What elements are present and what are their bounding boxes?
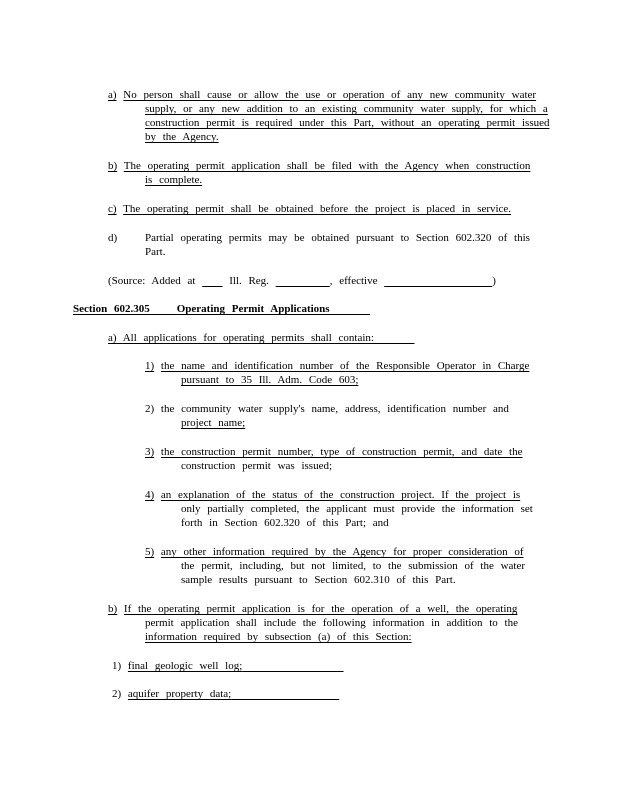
applications-b-line2: permit application shall include the following information in addition to the — [145, 617, 518, 629]
list-item-3-num: 3) — [145, 446, 155, 458]
para-a-text: No person shall cause or allow the use or operation of any new community water — [123, 89, 537, 101]
list-item-2-num: 2) — [145, 403, 155, 415]
well-item-1-num: 1) — [112, 660, 122, 672]
well-item-2-num: 2) — [112, 688, 122, 700]
source-blank-date — [384, 275, 492, 287]
list-item-4-line1 — [145, 488, 520, 502]
applications-b-line1 — [108, 602, 517, 616]
list-item-3-text: the construction permit number, type of construction permit, and date the — [160, 446, 523, 458]
list-item-5-line2: the permit, including, but not limited, to the submission of the water — [181, 560, 526, 572]
list-item-4-line2: only partially completed, the applicant must provide the information set — [181, 503, 533, 515]
para-b-text: The operating permit application shall be filed with the Agency when construction — [123, 160, 531, 172]
source-blank-volume — [202, 275, 222, 287]
list-item-5-num: 5) — [145, 546, 155, 558]
para-a-line1 — [108, 88, 536, 102]
well-item-2-text: aquifer property data; — [127, 688, 232, 700]
list-item-1-num: 1) — [145, 360, 155, 372]
para-b-line1 — [108, 159, 530, 173]
para-d-label: d) — [108, 232, 118, 244]
para-a-line2: supply, or any new addition to an existing community water supply, for which a — [145, 103, 548, 115]
applications-b-text: If the operating permit application is for the operation of a well, the operating — [123, 603, 518, 615]
section-heading — [73, 302, 370, 316]
list-item-3-line2: construction permit was issued; — [181, 460, 333, 472]
applications-a-text: All applications for operating permits shall contain: — [122, 332, 374, 344]
list-item-5-line1 — [145, 545, 523, 559]
list-item-4-line3: forth in Section 602.320 of this Part; and — [181, 517, 389, 529]
list-item-2-text: the community water supply's name, address, identification number and — [160, 403, 509, 415]
list-item-2-line1 — [145, 402, 509, 416]
section-number: Section 602.305 — [73, 303, 150, 315]
para-a-line4: by the Agency. — [145, 131, 219, 143]
para-a-line3: construction permit is required under this Part, without an operating permit issued — [145, 117, 550, 129]
list-item-5-text: any other information required by the Agency for proper consideration of — [160, 546, 524, 558]
list-item-1-line2: pursuant to 35 Ill. Adm. Code 603; — [181, 374, 359, 386]
source-text-1: (Source: Added at — [108, 275, 203, 287]
source-note — [108, 274, 496, 288]
para-b-line2: is complete. — [145, 174, 203, 186]
para-b-label: b) — [108, 160, 118, 172]
list-item-5-line3: sample results pursuant to Section 602.310 of this Part. — [181, 574, 456, 586]
section-title: Operating Permit Applications — [176, 303, 330, 315]
well-item-1-text: final geologic well log; — [127, 660, 243, 672]
applications-a-label: a) — [108, 332, 117, 344]
para-c-line1 — [108, 202, 511, 216]
source-text-3: , effective — [329, 275, 385, 287]
para-d-line2: Part. — [145, 246, 166, 258]
list-item-4-num: 4) — [145, 489, 155, 501]
list-item-1-text: the name and identification number of the Responsible Operator in Charge — [160, 360, 530, 372]
para-d-line1: Partial operating permits may be obtained pursuant to Section 602.320 of this — [145, 232, 530, 244]
para-c-text: The operating permit shall be obtained before the project is placed in service. — [123, 203, 512, 215]
well-item-1 — [112, 659, 344, 673]
source-text-2: Ill. Reg. — [222, 275, 276, 287]
well-item-1-underline-tail — [242, 660, 343, 672]
source-blank-page — [276, 275, 330, 287]
applications-b-line3: information required by subsection (a) of this Section: — [145, 631, 412, 643]
source-text-4: ) — [492, 275, 496, 287]
well-item-2-underline-tail — [231, 688, 339, 700]
applications-b-label: b) — [108, 603, 118, 615]
list-item-2-line2: project name; — [181, 417, 246, 429]
applications-a-line — [108, 331, 414, 345]
list-item-1-line1 — [145, 359, 529, 373]
para-a-label: a) — [108, 89, 117, 101]
well-item-2 — [112, 687, 339, 701]
para-c-label: c) — [108, 203, 117, 215]
list-item-3-line1 — [145, 445, 522, 459]
list-item-4-text: an explanation of the status of the construction project. If the project is — [160, 489, 521, 501]
